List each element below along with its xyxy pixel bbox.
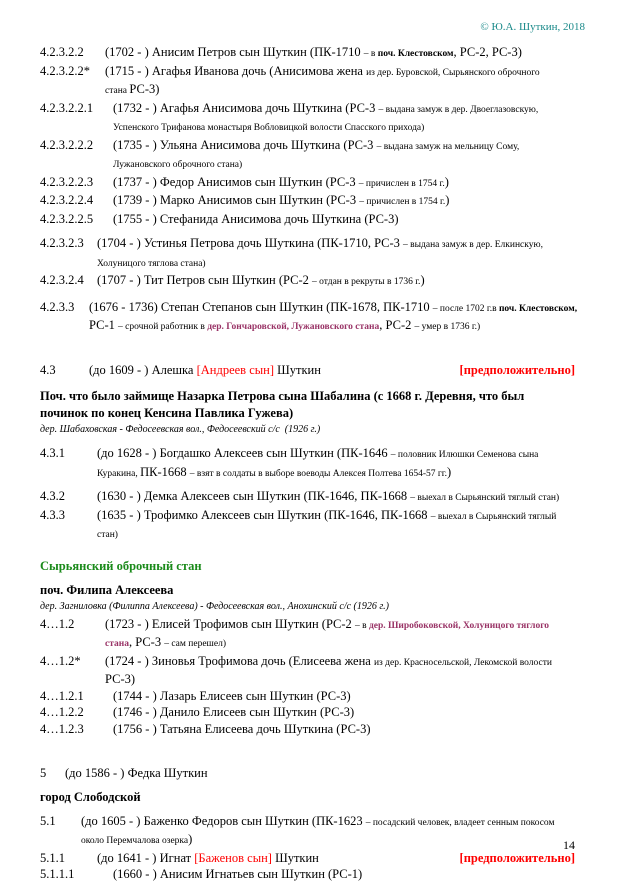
entry-row bbox=[40, 192, 585, 211]
text-run: (1704 - ) Устинья Петрова дочь Шуткина (ПК-1710, РС-3 bbox=[97, 236, 404, 250]
paragraph-gap bbox=[40, 575, 585, 582]
place-description: дер. Загниловка (Филиппа Алексеева) - Федосеевская вол., Анохинский с/с (1926 г.) bbox=[40, 600, 389, 612]
text-run: – выдана замуж в дер. Елкинскую, bbox=[403, 240, 543, 250]
text-run: (1739 - ) Марко Анисимов сын Шуткин (РС-3 bbox=[113, 193, 360, 207]
text-run: (1756 - ) Татьяна Елисеева дочь Шуткина (РС-3) bbox=[113, 721, 371, 736]
entry-row bbox=[40, 688, 585, 705]
text-run: поч. Клестовском bbox=[377, 49, 454, 59]
text-run: (1746 - ) Данило Елисеев сын Шуткин (РС-3) bbox=[113, 705, 355, 719]
entry-text-line bbox=[105, 634, 585, 653]
entry-row bbox=[40, 44, 585, 63]
entry-number: 5.1.1 bbox=[40, 850, 65, 865]
entry-text-line bbox=[105, 44, 585, 63]
text-run: дер. Гончаровской, Лужановского стана bbox=[207, 322, 380, 332]
text-run: Шуткин bbox=[271, 850, 319, 865]
entry-number: 4.2.3.3 bbox=[40, 299, 75, 314]
entry-text-line bbox=[113, 211, 585, 228]
text-run: ) bbox=[444, 174, 449, 189]
entry-row bbox=[40, 653, 585, 688]
text-run: – отдан в рекруты в 1736 г. bbox=[311, 277, 421, 287]
text-run: – причислен в 1754 г. bbox=[358, 178, 445, 189]
text-run: Успенского Трифанова монастыря Вобловицкой волости Спасского прихода) bbox=[113, 123, 425, 133]
text-run: РС-1 bbox=[89, 318, 118, 332]
entry-row bbox=[40, 63, 585, 100]
text-run: , РС-2 bbox=[379, 318, 415, 332]
entry-text-line bbox=[81, 831, 585, 850]
entry-number: 4.3 bbox=[40, 362, 56, 377]
text-run: – выехал в Сырьянский тяглый bbox=[430, 511, 557, 522]
entry-number: 4.3.2 bbox=[40, 489, 65, 503]
entry-number: 4.2.3.2.2.1 bbox=[40, 100, 94, 115]
entry-row bbox=[40, 272, 585, 291]
entry-row bbox=[40, 362, 585, 379]
entry-row bbox=[40, 721, 585, 738]
paragraph-gap bbox=[40, 437, 585, 445]
entry-number: 4.2.3.2.3 bbox=[40, 236, 84, 250]
paragraph-gap bbox=[40, 227, 585, 235]
text-run: (1715 - ) Агафья Иванова дочь (Анисимова жена bbox=[105, 63, 367, 78]
paragraph-gap bbox=[40, 544, 585, 558]
paragraph-gap bbox=[40, 737, 585, 765]
text-run: (до 1586 - ) Федка Шуткин bbox=[65, 766, 208, 780]
entry-number: 4.2.3.2.2.3 bbox=[40, 174, 94, 189]
entry-number: 5.1.1.1 bbox=[40, 867, 75, 881]
entry-row bbox=[40, 813, 585, 850]
text-run: ) bbox=[188, 832, 193, 846]
text-run: стана bbox=[105, 639, 129, 649]
text-run: стан) bbox=[97, 530, 118, 540]
text-run: (1724 - ) Зиновья Трофимова дочь (Елисеева жена bbox=[105, 653, 374, 668]
text-run: Куракина, bbox=[97, 468, 141, 479]
text-run: – причислен в 1754 г. bbox=[359, 197, 446, 207]
entry-row bbox=[40, 765, 585, 782]
entry-text-line bbox=[113, 137, 585, 156]
paragraph-gap bbox=[40, 378, 585, 388]
entry-number: 5.1 bbox=[40, 813, 56, 828]
text-run: (1755 - ) Стефанида Анисимова дочь Шуткина (РС-3) bbox=[113, 211, 399, 226]
entry-number: 4.2.3.2.2 bbox=[40, 45, 84, 59]
text-run: дер. Широбоковской, Холуницого тяглого bbox=[368, 620, 550, 631]
district-heading: Сырьянский оброчный стан bbox=[40, 558, 202, 573]
text-run: (1723 - ) Елисей Трофимов сын Шуткин (РС-2 bbox=[105, 616, 355, 631]
text-run: – выехал в Сырьянский тяглый стан) bbox=[410, 493, 560, 503]
place-description: дер. Шабаховская - Федосеевская вол., Федосеевский с/с (1926 г.) bbox=[40, 424, 321, 435]
settlement-heading: Поч. что было займище Назарка Петрова сына Шабалина (с 1668 г. Деревня, что был починок по конец Кенсина Павлика Гужева) bbox=[40, 389, 525, 420]
entry-text-line bbox=[113, 174, 585, 193]
text-run: – умер в 1736 г.) bbox=[414, 322, 481, 332]
text-run: (1737 - ) Федор Анисимов сын Шуткин (РС-3 bbox=[113, 174, 359, 189]
entry-number: 4…1.2.1 bbox=[40, 688, 84, 703]
text-run: (до 1628 - ) Богдашко Алексеев сын Шуткин (ПК-1646 bbox=[97, 446, 391, 460]
entry-number: 4…1.2.2 bbox=[40, 705, 84, 719]
text-run: ) bbox=[420, 273, 425, 287]
text-run: (до 1605 - ) Баженко Федоров сын Шуткин (ПК-1623 bbox=[81, 813, 366, 828]
entry-number: 4.2.3.2.2.2 bbox=[40, 137, 94, 152]
entry-text-line bbox=[97, 254, 585, 273]
entry-row bbox=[40, 299, 585, 336]
entry-text-line bbox=[81, 813, 585, 832]
paragraph-gap bbox=[40, 782, 585, 789]
text-run: ) bbox=[446, 464, 452, 479]
entry-row bbox=[40, 507, 585, 544]
assumption-note: [предположительно] bbox=[459, 362, 575, 377]
text-run: (1635 - ) Трофимко Алексеев сын Шуткин (ПК-1646, ПК-1668 bbox=[97, 507, 431, 522]
entry-text-line bbox=[97, 507, 585, 526]
entry-text-line bbox=[97, 235, 585, 254]
assumption-note: [предположительно] bbox=[459, 850, 575, 865]
entry-text-line bbox=[89, 317, 585, 336]
text-run: Холуницого тяглова стана) bbox=[97, 258, 206, 269]
entry-row bbox=[40, 704, 585, 721]
text-run: из дер. Буровской, Сырьянского оброчного bbox=[366, 67, 540, 78]
paragraph-gap bbox=[40, 291, 585, 299]
entry-row bbox=[40, 211, 585, 228]
entry-text-line bbox=[105, 616, 585, 635]
text-run: (1735 - ) Ульяна Анисимова дочь Шуткина (РС-3 bbox=[113, 137, 377, 152]
text-run: – выдана замуж на мельницу Сому, bbox=[376, 141, 520, 152]
entry-text-line bbox=[97, 272, 585, 291]
entry-text-line bbox=[97, 445, 585, 464]
text-run: Лужановского оброчного стана) bbox=[113, 160, 243, 170]
entry-row bbox=[40, 850, 585, 867]
text-run: РС-3) bbox=[129, 82, 160, 96]
entry-row bbox=[40, 488, 585, 507]
entry-text-line bbox=[105, 671, 585, 688]
entry-number: 4…1.2.3 bbox=[40, 721, 84, 736]
copyright-notice: © Ю.А. Шуткин, 2018 bbox=[480, 21, 585, 33]
entry-text-line bbox=[113, 721, 585, 738]
entry-row bbox=[40, 174, 585, 193]
entry-row bbox=[40, 866, 585, 883]
paragraph-gap bbox=[40, 806, 585, 813]
entry-row bbox=[40, 100, 585, 137]
text-run: ПК-1668 bbox=[140, 464, 190, 479]
text-run: (1702 - ) Анисим Петров сын Шуткин (ПК-1710 bbox=[105, 45, 364, 59]
text-run: ) bbox=[445, 193, 450, 207]
text-run: стана bbox=[105, 86, 130, 96]
text-run: Шуткин bbox=[274, 362, 321, 377]
entry-text-line bbox=[113, 866, 585, 883]
entry-number: 4…1.2 bbox=[40, 616, 75, 631]
text-run: из дер. Красносельской, Лекомской волости bbox=[373, 657, 552, 668]
entry-text-line bbox=[97, 464, 585, 483]
entry-text-line bbox=[97, 525, 585, 544]
entry-text-line bbox=[113, 192, 585, 211]
text-run: (1732 - ) Агафья Анисимова дочь Шуткина (РС-3 bbox=[113, 100, 379, 115]
entry-row bbox=[40, 616, 585, 653]
entry-text-line bbox=[89, 299, 585, 318]
entry-number: 4.3.3 bbox=[40, 507, 65, 522]
entry-number: 4.3.1 bbox=[40, 446, 65, 460]
entry-number: 4.2.3.2.4 bbox=[40, 273, 84, 287]
text-run: – сам перешел) bbox=[164, 639, 226, 649]
entry-text-line bbox=[97, 488, 585, 507]
text-run: – посадский человек, владеет сенным покосом bbox=[365, 817, 555, 828]
entry-number: 4…1.2* bbox=[40, 653, 81, 668]
page-number: 14 bbox=[563, 838, 575, 852]
text-run: РС-3) bbox=[105, 672, 136, 686]
text-run: поч. Клестовском, bbox=[498, 303, 578, 314]
text-run: [Андреев сын] bbox=[196, 362, 275, 377]
text-run: – после 1702 г.в bbox=[432, 303, 499, 314]
entry-text-line bbox=[113, 155, 585, 174]
entry-number: 4.2.3.2.2.4 bbox=[40, 193, 94, 207]
text-run: [Баженов сын] bbox=[194, 850, 272, 865]
entry-row bbox=[40, 445, 585, 482]
settlement-subheading: поч. Филипа Алексеева bbox=[40, 582, 174, 597]
text-run: (1707 - ) Тит Петров сын Шуткин (РС-2 bbox=[97, 273, 312, 287]
entry-text-line bbox=[105, 653, 585, 672]
entry-text-line bbox=[105, 81, 585, 100]
text-run: (1744 - ) Лазарь Елисеев сын Шуткин (РС-3) bbox=[113, 688, 351, 703]
entry-text-line bbox=[113, 118, 585, 137]
text-run: (1630 - ) Демка Алексеев сын Шуткин (ПК-1646, ПК-1668 bbox=[97, 489, 411, 503]
text-run: – взят в солдаты в выборе воеводы Алексея Полтева 1654-57 гг. bbox=[189, 468, 447, 479]
entry-text-line bbox=[113, 704, 585, 721]
text-run: , РС-3 bbox=[128, 635, 165, 649]
text-run: (1660 - ) Анисим Игнатьев сын Шуткин (РС-1) bbox=[113, 867, 363, 881]
text-run: , РС-2, РС-3) bbox=[453, 45, 522, 59]
entry-number: 4.2.3.2.2* bbox=[40, 63, 90, 78]
paragraph-gap bbox=[40, 336, 585, 362]
entry-text-line bbox=[113, 688, 585, 705]
entry-number: 5 bbox=[40, 766, 47, 780]
genealogy-list bbox=[40, 44, 585, 883]
text-run: (до 1641 - ) Игнат bbox=[97, 850, 195, 865]
text-run: – выдана замуж в дер. Двоеглазовскую, bbox=[378, 104, 539, 115]
entry-row bbox=[40, 137, 585, 174]
text-run: – в bbox=[354, 620, 369, 631]
text-run: – срочной работник в bbox=[117, 322, 208, 332]
text-run: (1676 - 1736) Степан Степанов сын Шуткин (ПК-1678, ПК-1710 bbox=[89, 299, 433, 314]
text-run: (до 1609 - ) Алешка bbox=[89, 362, 197, 377]
entry-text-line bbox=[65, 765, 585, 782]
text-run: – в bbox=[363, 49, 378, 59]
entry-text-line bbox=[113, 100, 585, 119]
entry-number: 4.2.3.2.2.5 bbox=[40, 211, 94, 226]
text-run: около Перемчалова озерка bbox=[81, 836, 189, 846]
text-run: – половник Илюшки Семенова сына bbox=[390, 450, 539, 460]
settlement-subheading: город Слободской bbox=[40, 789, 141, 804]
entry-text-line bbox=[105, 63, 585, 82]
entry-row bbox=[40, 235, 585, 272]
